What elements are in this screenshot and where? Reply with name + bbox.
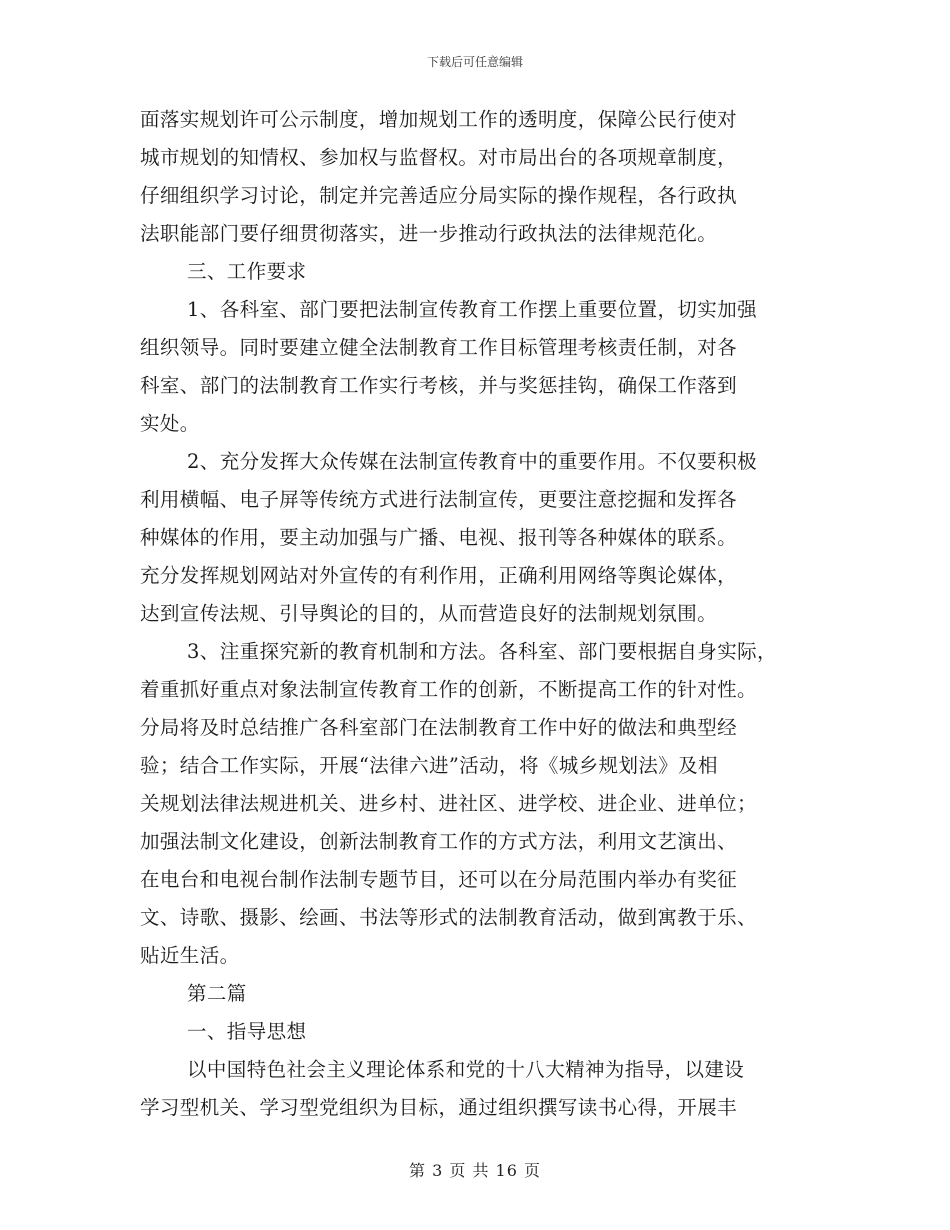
text-line: 学习型机关、学习型党组织为目标，通过组织撰写读书心得，开展丰 bbox=[140, 1096, 738, 1119]
text-line: 关规划法律法规进机关、进乡村、进社区、进学校、进企业、进单位； bbox=[140, 792, 757, 815]
page-number: 第 3 页 共 16 页 bbox=[409, 1161, 541, 1180]
text-line: 城市规划的知情权、参加权与监督权。对市局出台的各项规章制度， bbox=[140, 146, 738, 169]
text-line: 在电台和电视台制作法制专题节目，还可以在分局范围内举办有奖征 bbox=[140, 868, 738, 891]
section-heading: 第二篇 bbox=[187, 982, 247, 1005]
text-line: 2、充分发挥大众传媒在法制宣传教育中的重要作用。不仅要积极 bbox=[187, 450, 758, 473]
text-line: 验；结合工作实际，开展“法律六进”活动，将《城乡规划法》及相 bbox=[140, 754, 718, 777]
text-line: 仔细组织学习讨论，制定并完善适应分局实际的操作规程，各行政执 bbox=[140, 184, 738, 207]
text-line: 加强法制文化建设，创新法制教育工作的方式方法，利用文艺演出、 bbox=[140, 830, 738, 853]
text-line: 科室、部门的法制教育工作实行考核，并与奖惩挂钩，确保工作落到 bbox=[140, 374, 738, 397]
text-line: 达到宣传法规、引导舆论的目的，从而营造良好的法制规划氛围。 bbox=[140, 602, 718, 625]
text-line: 组织领导。同时要建立健全法制教育工作目标管理考核责任制，对各 bbox=[140, 336, 738, 359]
text-line: 面落实规划许可公示制度，增加规划工作的透明度，保障公民行使对 bbox=[140, 108, 738, 131]
text-line: 以中国特色社会主义理论体系和党的十八大精神为指导，以建设 bbox=[187, 1058, 745, 1081]
text-line: 3、注重探究新的教育机制和方法。各科室、部门要根据自身实际， bbox=[187, 640, 777, 663]
text-line: 种媒体的作用，要主动加强与广播、电视、报刊等各种媒体的联系。 bbox=[140, 526, 738, 549]
text-line: 着重抓好重点对象法制宣传教育工作的创新，不断提高工作的针对性。 bbox=[140, 678, 757, 701]
text-line: 文、诗歌、摄影、绘画、书法等形式的法制教育活动，做到寓教于乐、 bbox=[140, 906, 757, 929]
text-line: 贴近生活。 bbox=[140, 944, 240, 967]
page-header-note: 下载后可任意编辑 bbox=[426, 55, 523, 69]
text-line: 实处。 bbox=[140, 412, 200, 435]
text-line: 充分发挥规划网站对外宣传的有利作用，正确利用网络等舆论媒体， bbox=[140, 564, 738, 587]
section-heading: 一、指导思想 bbox=[187, 1020, 307, 1043]
text-line: 1、各科室、部门要把法制宣传教育工作摆上重要位置，切实加强 bbox=[187, 298, 758, 321]
text-line: 法职能部门要仔细贯彻落实，进一步推动行政执法的法律规范化。 bbox=[140, 222, 718, 245]
text-line: 分局将及时总结推广各科室部门在法制教育工作中好的做法和典型经 bbox=[140, 716, 738, 739]
section-heading: 三、工作要求 bbox=[187, 260, 307, 283]
text-line: 利用横幅、电子屏等传统方式进行法制宣传，更要注意挖掘和发挥各 bbox=[140, 488, 738, 511]
